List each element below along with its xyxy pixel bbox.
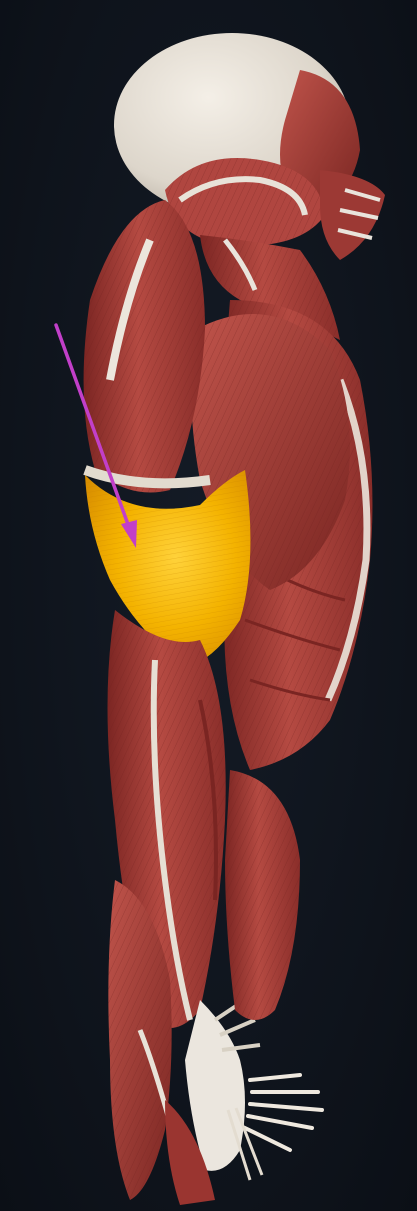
upper-arm — [84, 200, 210, 493]
highlighted-muscle[interactable] — [85, 470, 250, 668]
hand — [185, 1000, 322, 1180]
